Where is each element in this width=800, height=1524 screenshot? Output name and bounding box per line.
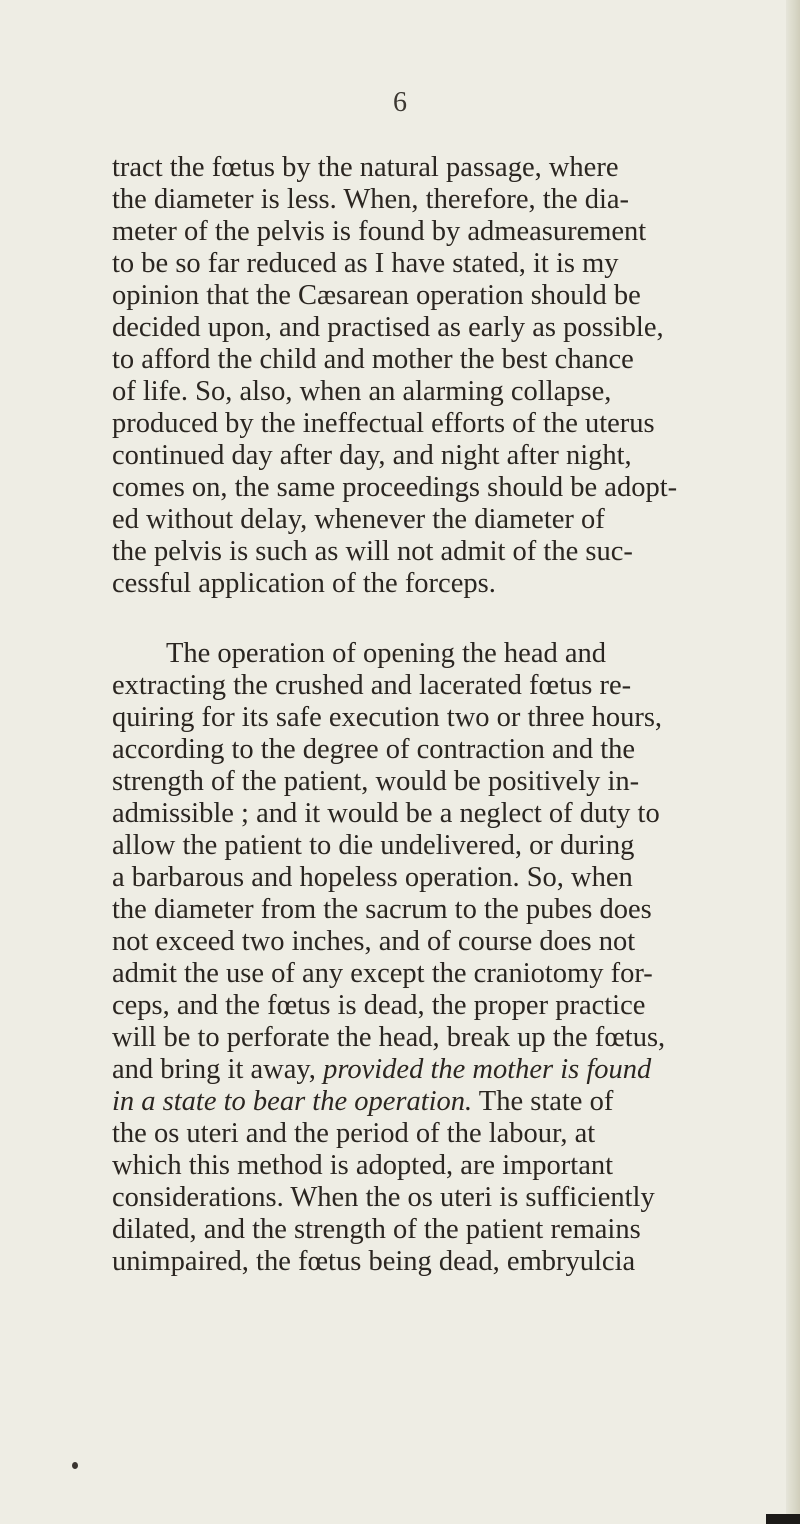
text-line-mixed	[112, 1054, 772, 1086]
text-line: ceps, and the fœtus is dead, the proper practice	[112, 990, 646, 1021]
stray-ink-dot	[72, 1462, 78, 1469]
text-line-indented: The operation of opening the head and	[166, 638, 607, 669]
text-line: unimpaired, the fœtus being dead, embryulcia	[112, 1246, 636, 1277]
text-line: dilated, and the strength of the patient remains	[112, 1214, 641, 1245]
text-line: decided upon, and practised as early as possible,	[112, 312, 664, 343]
text-line-mixed	[112, 1086, 772, 1118]
text-line: the diameter from the sacrum to the pubes does	[112, 894, 652, 925]
text-line: quiring for its safe execution two or three hours,	[112, 702, 663, 733]
text-line: opinion that the Cæsarean operation should be	[112, 280, 641, 311]
text-line: a barbarous and hopeless operation. So, when	[112, 862, 633, 893]
text-line: admissible ; and it would be a neglect of duty to	[112, 798, 660, 829]
text-line: allow the patient to die undelivered, or during	[112, 830, 635, 861]
text-line: according to the degree of contraction and the	[112, 734, 636, 765]
text-line: to afford the child and mother the best chance	[112, 344, 634, 375]
text-line: of life. So, also, when an alarming collapse,	[112, 376, 612, 407]
roman-run: and bring it away,	[112, 1054, 324, 1085]
text-line: admit the use of any except the craniotomy for-	[112, 958, 653, 989]
text-line: the os uteri and the period of the labour, at	[112, 1118, 596, 1149]
text-line: comes on, the same proceedings should be adopt-	[112, 472, 678, 503]
text-line: to be so far reduced as I have stated, it is my	[112, 248, 619, 279]
page-edge-shadow	[786, 0, 800, 1524]
text-line: will be to perforate the head, break up the fœtus,	[112, 1022, 666, 1053]
text-line: ed without delay, whenever the diameter of	[112, 504, 605, 535]
text-line: the pelvis is such as will not admit of the suc-	[112, 536, 633, 567]
text-line: considerations. When the os uteri is sufficiently	[112, 1182, 655, 1213]
text-line: meter of the pelvis is found by admeasurement	[112, 216, 647, 247]
text-line: strength of the patient, would be positively in-	[112, 766, 640, 797]
text-line: produced by the ineffectual efforts of the uterus	[112, 408, 655, 439]
text-line: not exceed two inches, and of course does not	[112, 926, 636, 957]
text-line: tract the fœtus by the natural passage, where	[112, 152, 619, 183]
page-number: 6	[393, 87, 407, 118]
paragraph-gap	[112, 600, 772, 638]
text-line: cessful application of the forceps.	[112, 568, 496, 599]
text-line: extracting the crushed and lacerated fœtus re-	[112, 670, 632, 701]
italic-run: provided the mother is found	[323, 1054, 652, 1085]
italic-run: in a state to bear the operation.	[112, 1086, 473, 1117]
text-line: the diameter is less. When, therefore, the dia-	[112, 184, 630, 215]
text-line: continued day after day, and night after night,	[112, 440, 632, 471]
roman-run: The state of	[472, 1086, 614, 1117]
body-text	[112, 152, 772, 1278]
corner-ink-mark	[766, 1514, 800, 1524]
text-line: which this method is adopted, are important	[112, 1150, 614, 1181]
